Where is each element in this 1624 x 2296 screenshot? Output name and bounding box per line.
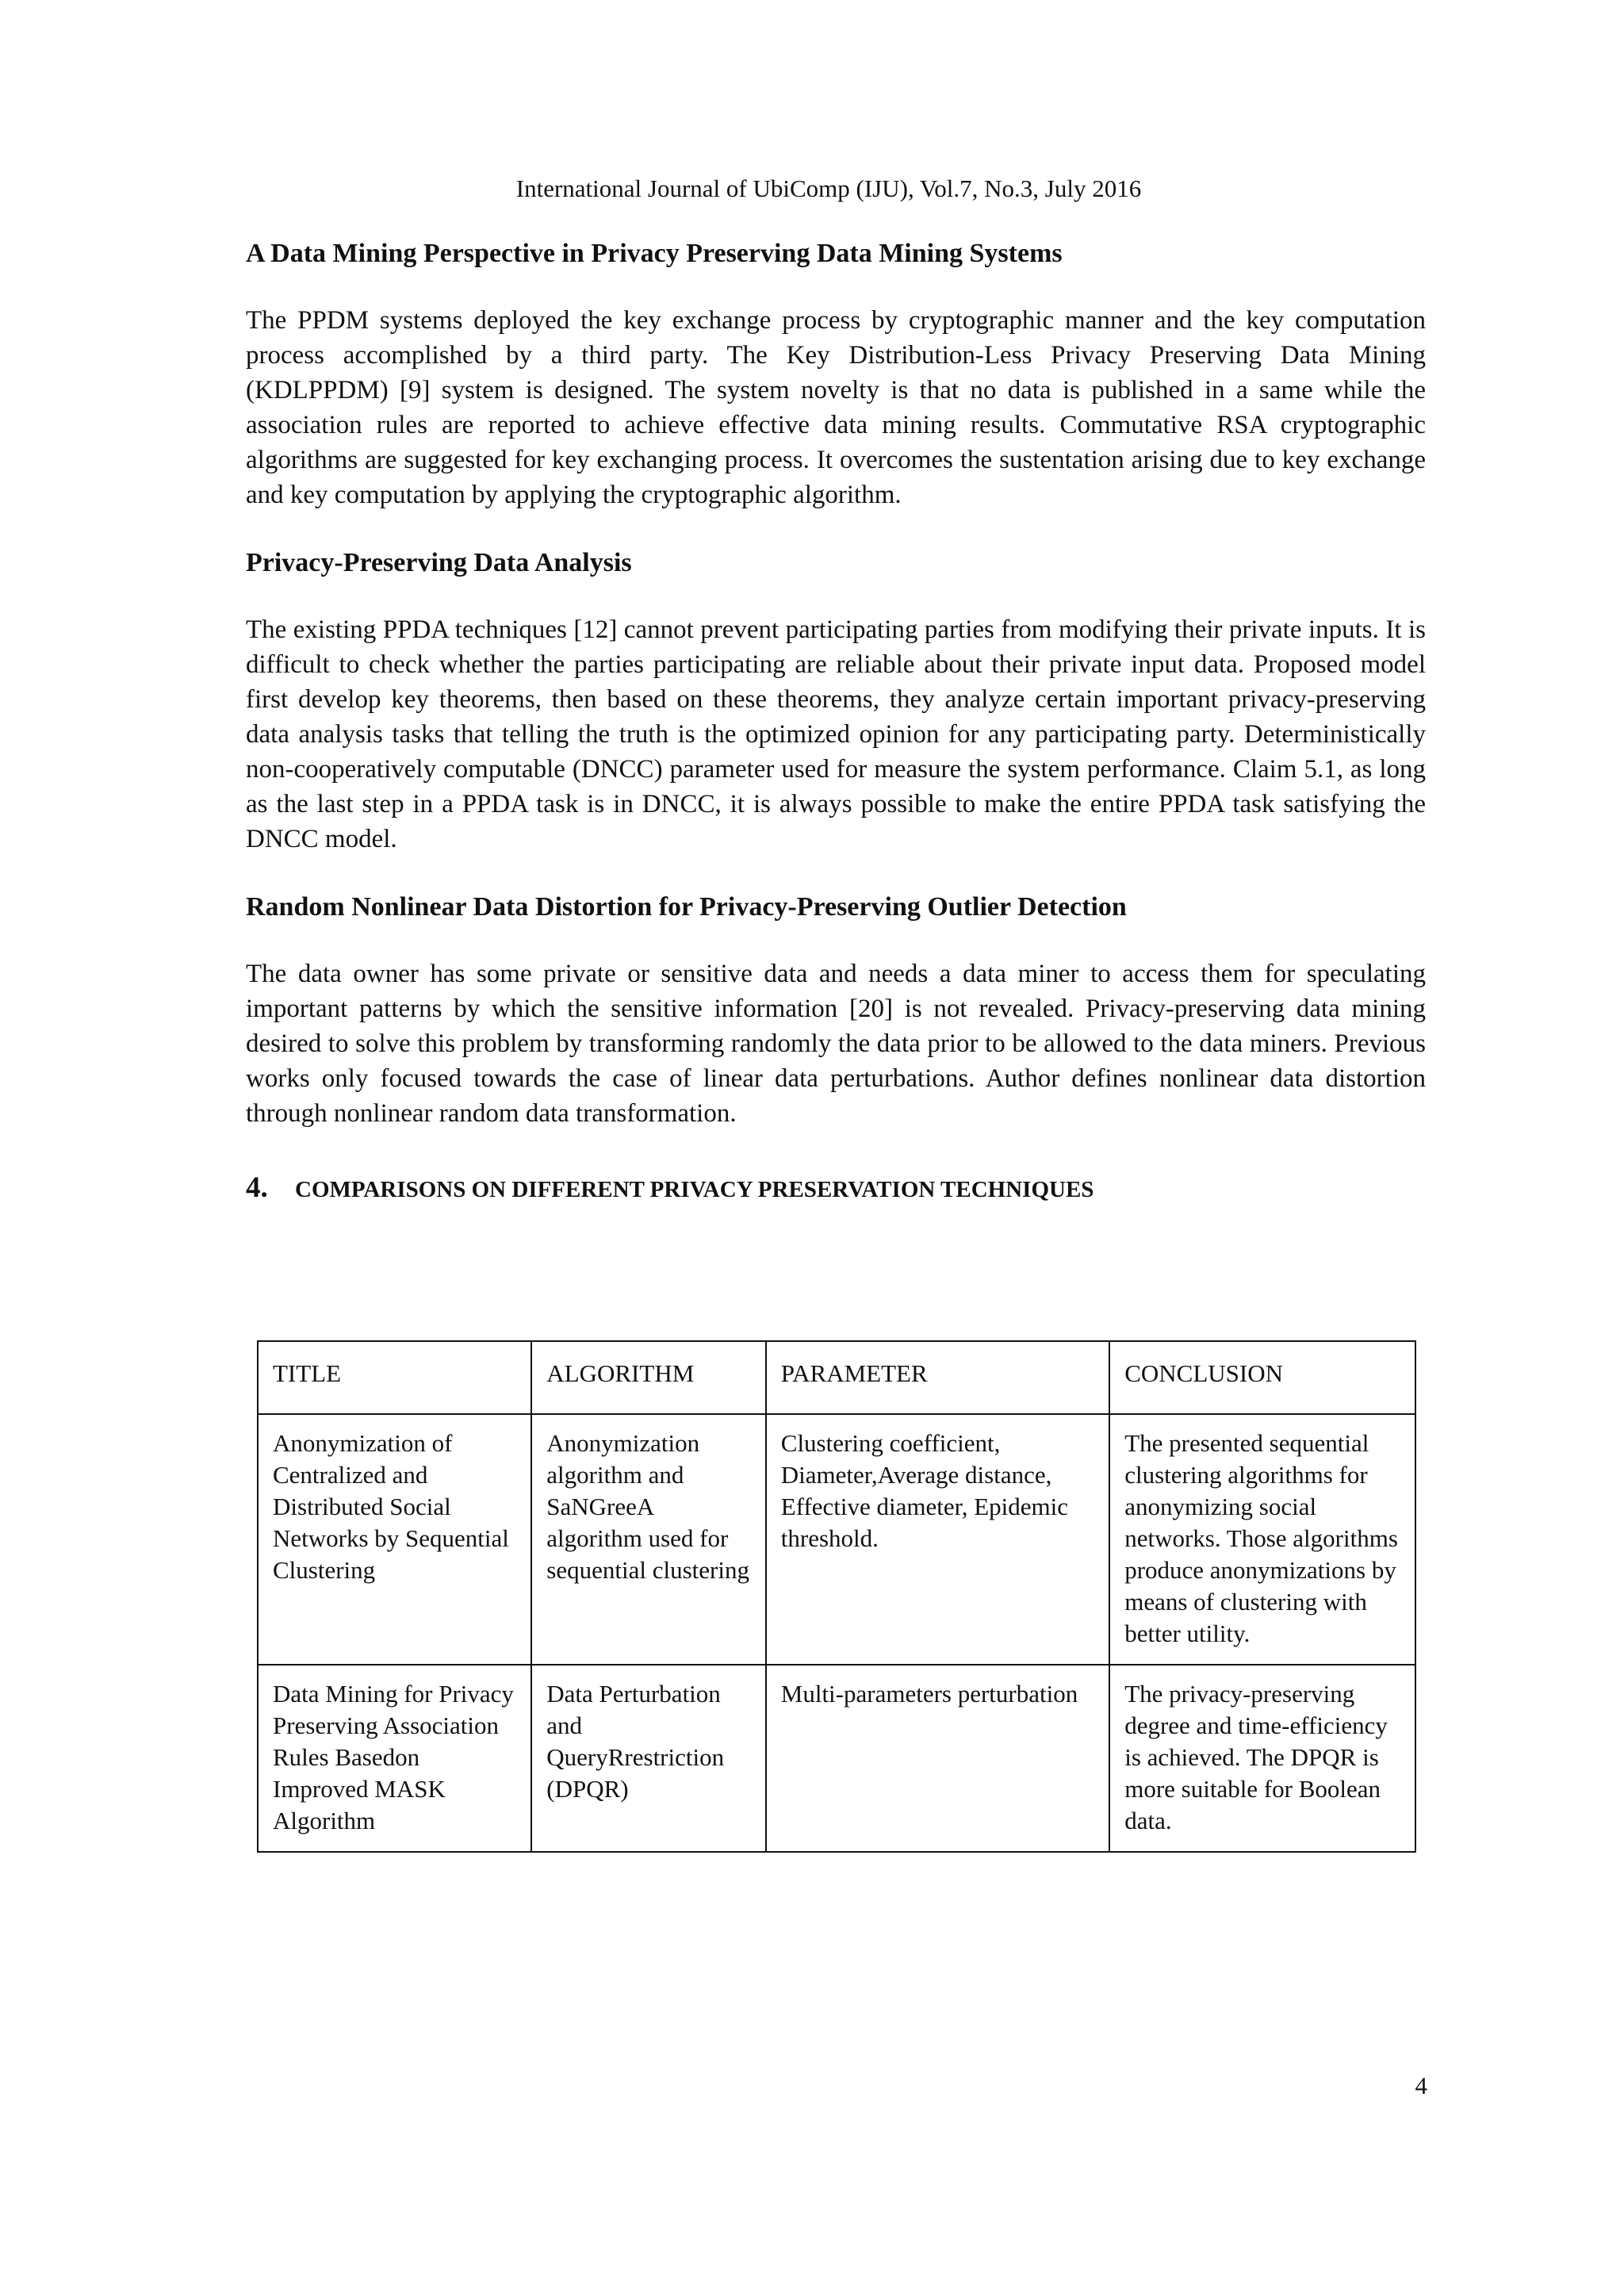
table-cell-algorithm: Anonymization algorithm and SaNGreeA algorithm used for sequential clustering	[531, 1414, 765, 1665]
paragraph-ppdm: The PPDM systems deployed the key exchange process by cryptographic manner and the key computation process accomplished by a third party. The Key Distribution-Less Privacy Preserving Data Mining (KDLPPDM) [9] system is designed. The system novelty is that no data is published in a same while the association rules are reported to achieve effective data mining results. Commutative RSA cryptographic algorithms are suggested for key exchanging process. It overcomes the sustentation arising due to key exchange and key computation by applying the cryptographic algorithm.	[246, 306, 1426, 509]
header-title: TITLE	[258, 1341, 531, 1414]
table-cell-title: Anonymization of Centralized and Distributed Social Networks by Sequential Clustering	[258, 1414, 531, 1665]
table-row	[258, 1414, 1415, 1665]
header-parameter: PARAMETER	[766, 1341, 1109, 1414]
page-number: 4	[1415, 2072, 1427, 2099]
table-header-row	[258, 1341, 1415, 1414]
table-cell-conclusion: The presented sequential clustering algorithms for anonymizing social networks. Those algorithms produce anonymizations by means of clustering with better utility.	[1109, 1414, 1415, 1665]
running-header: International Journal of UbiComp (IJU), Vol.7, No.3, July 2016	[515, 174, 1142, 202]
table-cell-parameter: Multi-parameters perturbation	[766, 1665, 1109, 1852]
comparison-section-heading	[246, 1171, 1426, 1205]
table-row	[258, 1665, 1415, 1852]
section-heading-ppda: Privacy-Preserving Data Analysis	[246, 548, 632, 577]
paragraph-nonlinear-distortion: The data owner has some private or sensitive data and needs a data miner to access them for speculating important patterns by which the sensitive information [20] is not revealed. Privacy-preserving data mining desired to solve this problem by transforming randomly the data prior to be allowed to the data miners. Previous works only focused towards the case of linear data perturbations. Author defines nonlinear data distortion through nonlinear random data transformation.	[246, 960, 1426, 1128]
section-heading-ppdm: A Data Mining Perspective in Privacy Preserving Data Mining Systems	[246, 239, 1063, 268]
table-cell-algorithm: Data Perturbation and QueryRrestriction (DPQR)	[531, 1665, 765, 1852]
comparison-table	[257, 1340, 1416, 1853]
table-cell-conclusion: The privacy-preserving degree and time-efficiency is achieved. The DPQR is more suitable for Boolean data.	[1109, 1665, 1415, 1852]
section-number: 4.	[246, 1171, 268, 1204]
header-conclusion: CONCLUSION	[1109, 1341, 1415, 1414]
table-cell-parameter: Clustering coefficient, Diameter,Average distance, Effective diameter, Epidemic threshold.	[766, 1414, 1109, 1665]
body-content	[246, 236, 1426, 1243]
table-cell-title: Data Mining for Privacy Preserving Association Rules Basedon Improved MASK Algorithm	[258, 1665, 531, 1852]
paragraph-ppda: The existing PPDA techniques [12] cannot prevent participating parties from modifying their private inputs. It is difficult to check whether the parties participating are reliable about their private input data. Proposed model first develop key theorems, then based on these theorems, they analyze certain important privacy-preserving data analysis tasks that telling the truth is the optimized opinion for any participating party. Deterministically non-cooperatively computable (DNCC) parameter used for measure the system performance. Claim 5.1, as long as the last step in a PPDA task is in DNCC, it is always possible to make the entire PPDA task satisfying the DNCC model.	[246, 615, 1426, 853]
section-title: COMPARISONS ON DIFFERENT PRIVACY PRESERVATION TECHNIQUES	[295, 1177, 1094, 1202]
header-algorithm: ALGORITHM	[531, 1341, 765, 1414]
section-heading-nonlinear-distortion: Random Nonlinear Data Distortion for Privacy-Preserving Outlier Detection	[246, 892, 1127, 922]
